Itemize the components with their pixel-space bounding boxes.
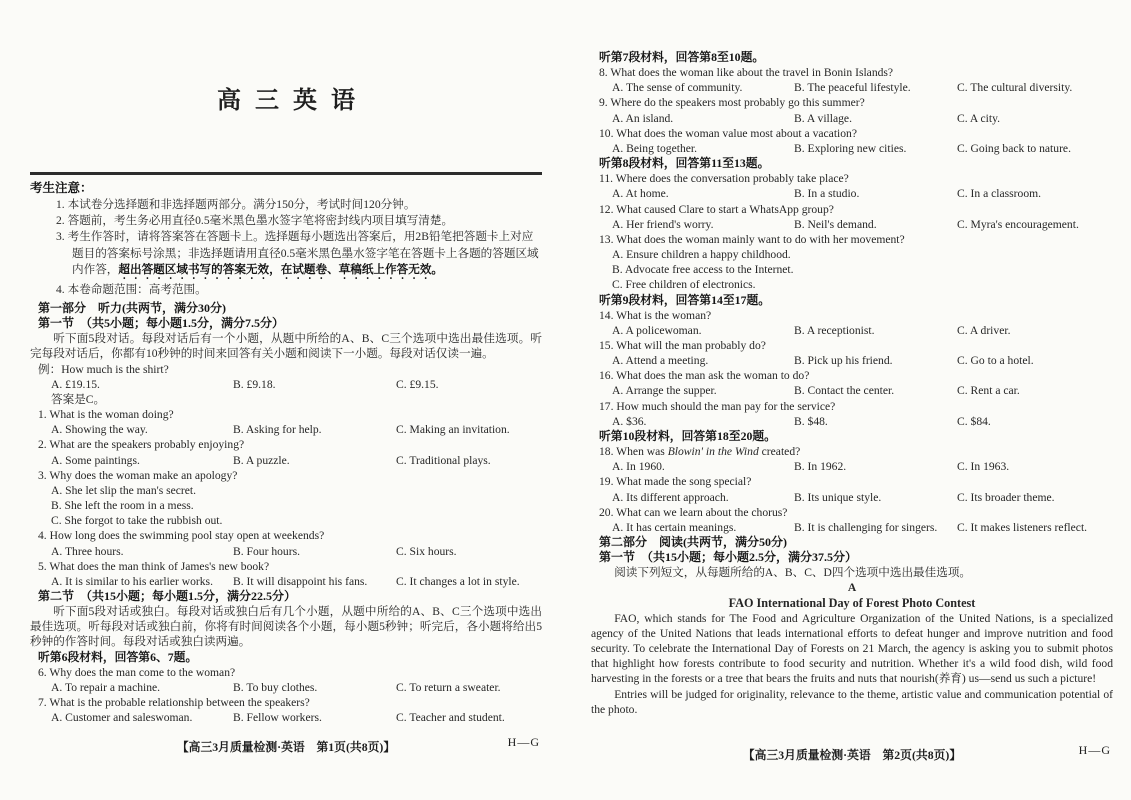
material-10-heading: 听第10段材料，回答第18至20题。 <box>599 428 776 443</box>
question-10-option-c: C. Going back to nature. <box>957 141 1071 155</box>
page-1-footer-text: 【高三3月质量检测·英语 第1页(共8页)】 <box>176 740 396 754</box>
section1-intro: 听下面5段对话。每段对话后有一个小题，从题中所给的A、B、C三个选项中选出最佳选项。听完每段对话后，你都有10秒钟的时间来回答有关小题和阅读下一小题。每段对话仅读一遍。 <box>30 332 542 361</box>
listening-section <box>30 301 542 725</box>
question-12-options <box>591 217 1113 232</box>
notice-item-3 <box>30 229 542 281</box>
page-1-footer <box>30 735 542 755</box>
question-1-option-c: C. Making an invitation. <box>396 423 510 437</box>
question-20-option-c: C. It makes listeners reflect. <box>957 520 1088 534</box>
question-16-option-c: C. Rent a car. <box>957 384 1020 398</box>
example-answer: 答案是C。 <box>51 392 106 406</box>
question-8-option-b: B. The peaceful lifestyle. <box>794 81 911 95</box>
passage-paragraph-2: Entries will be judged for originality, relevance to the theme, artistic value and communication potential of the photo. <box>591 687 1113 716</box>
question-20-option-b: B. It is challenging for singers. <box>794 520 938 534</box>
material-7-heading: 听第7段材料，回答第8至10题。 <box>599 50 765 64</box>
question-7-option-a: A. Customer and saleswoman. <box>51 711 193 725</box>
question-6-option-c: C. To return a sweater. <box>396 680 501 694</box>
reading-section1-intro: 阅读下列短文，从每题所给的A、B、C、D四个选项中选出最佳选项。 <box>614 566 972 580</box>
question-14-option-c: C. A driver. <box>957 323 1011 337</box>
question-10-option-b: B. Exploring new cities. <box>794 141 907 155</box>
question-11-option-b: B. In a studio. <box>794 187 860 201</box>
question-19-options <box>591 490 1113 505</box>
question-18-options <box>591 459 1113 474</box>
question-18-option-c: C. In 1963. <box>957 460 1010 474</box>
example-option-a: A. £19.15. <box>51 377 100 391</box>
question-4-options <box>30 544 542 559</box>
question-7-text: 7. What is the probable relationship between the speakers? <box>38 696 310 710</box>
question-5-text: 5. What does the man think of James's new book? <box>38 559 270 573</box>
section2-intro: 听下面5段对话或独白。每段对话或独白后有几个小题，从题中所给的A、B、C三个选项中选出最佳选项。听每段对话或独白前，你将有时间阅读各个小题，每小题5秒钟；听完后，各小题将给出5秒钟的作答时间。每段对话或独白读两遍。 <box>30 605 542 649</box>
question-1-options <box>30 422 542 437</box>
question-11-option-c: C. In a classroom. <box>957 187 1042 201</box>
question-2-option-a: A. Some paintings. <box>51 453 140 467</box>
page-2-footer-text: 【高三3月质量检测·英语 第2页(共8页)】 <box>742 748 962 762</box>
examinee-notices <box>30 197 542 298</box>
exam-title: 高三英语 <box>217 88 369 114</box>
question-13-option-c: C. Free children of electronics. <box>612 278 756 292</box>
notice-item-3-text: 3. 考生作答时，请将答案答在答题卡上。选择题每小题选出答案后，用2B铅笔把答题卡上对应题目的答案标号涂黑；非选择题请用直径0.5毫米黑色墨水签字笔在答题卡上各题的答题区域内作答， <box>56 230 539 276</box>
question-12-option-b: B. Neil's demand. <box>794 217 877 231</box>
question-2-options <box>30 453 542 468</box>
question-8-option-c: C. The cultural diversity. <box>957 81 1073 95</box>
question-17-options <box>591 414 1113 429</box>
question-4-option-c: C. Six hours. <box>396 544 457 558</box>
section2-heading: 第二节 （共15小题；每小题1.5分，满分22.5分） <box>38 588 297 603</box>
question-6-option-a: A. To repair a machine. <box>51 680 161 694</box>
question-18-option-b: B. In 1962. <box>794 460 847 474</box>
example-question-text: 例：How much is the shirt? <box>38 362 169 376</box>
question-11-option-a: A. At home. <box>612 187 669 201</box>
question-7-option-c: C. Teacher and student. <box>396 711 505 725</box>
question-12-option-a: A. Her friend's worry. <box>612 217 714 231</box>
question-19-text: 19. What made the song special? <box>599 475 752 489</box>
question-1-text: 1. What is the woman doing? <box>38 408 174 422</box>
question-9-option-a: A. An island. <box>612 111 674 125</box>
question-12-text: 12. What caused Clare to start a WhatsApp group? <box>599 202 834 216</box>
question-5-option-a: A. It is similar to his earlier works. <box>51 574 213 588</box>
divider-line <box>30 172 542 175</box>
page-2 <box>591 0 1113 800</box>
question-7-options <box>30 710 542 725</box>
question-15-option-c: C. Go to a hotel. <box>957 354 1034 368</box>
question-10-option-a: A. Being together. <box>612 141 698 155</box>
page-1-footer-code: H—G <box>507 735 540 749</box>
material-9-heading: 听第9段材料，回答第14至17题。 <box>599 292 771 307</box>
material-8-heading: 听第8段材料，回答第11至13题。 <box>599 156 770 171</box>
question-6-option-b: B. To buy clothes. <box>233 680 318 694</box>
question-19-option-c: C. Its broader theme. <box>957 490 1055 504</box>
question-5-option-c: C. It changes a lot in style. <box>396 574 520 588</box>
notice-item-4: 4. 本卷命题范围：高考范围。 <box>56 282 207 296</box>
question-9-options <box>591 111 1113 126</box>
question-5-options <box>30 574 542 589</box>
question-13-options <box>591 247 1113 292</box>
question-4-option-b: B. Four hours. <box>233 544 300 558</box>
question-19-option-b: B. Its unique style. <box>794 490 882 504</box>
question-14-options <box>591 323 1113 338</box>
question-9-text: 9. Where do the speakers most probably go this summer? <box>599 96 865 110</box>
example-option-b: B. £9.18. <box>233 377 276 391</box>
question-14-text: 14. What is the woman? <box>599 308 712 322</box>
notice-item-2: 2. 答题前，考生务必用直径0.5毫米黑色墨水签字笔将密封线内项目填写清楚。 <box>56 214 454 228</box>
question-11-options <box>591 186 1113 201</box>
question-14-option-a: A. A policewoman. <box>612 323 702 337</box>
question-16-text: 16. What does the man ask the woman to do? <box>599 369 810 383</box>
question-19-option-a: A. Its different approach. <box>612 490 729 504</box>
question-8-text: 8. What does the woman like about the travel in Bonin Islands? <box>599 66 894 80</box>
question-10-text: 10. What does the woman value most about a vacation? <box>599 126 857 140</box>
question-16-option-b: B. Contact the center. <box>794 384 895 398</box>
question-3-options <box>30 483 542 528</box>
question-7-option-b: B. Fellow workers. <box>233 711 322 725</box>
question-17-option-b: B. $48. <box>794 414 828 428</box>
question-6-text: 6. Why does the man come to the woman? <box>38 665 236 679</box>
passage-title: FAO International Day of Forest Photo Contest <box>728 595 976 610</box>
question-3-option-a: A. She let slip the man's secret. <box>51 483 197 497</box>
page-2-footer-code: H—G <box>1078 743 1111 757</box>
question-2-text: 2. What are the speakers probably enjoying? <box>38 438 245 452</box>
question-16-option-a: A. Arrange the supper. <box>612 384 717 398</box>
question-20-options <box>591 520 1113 535</box>
question-18-text-post: created? <box>758 445 801 459</box>
part2-heading: 第二部分 阅读(共两节，满分50分) <box>599 535 787 549</box>
question-20-text: 20. What can we learn about the chorus? <box>599 505 788 519</box>
question-13-text: 13. What does the woman mainly want to do with her movement? <box>599 232 905 246</box>
page-2-content <box>591 0 1113 717</box>
question-3-option-c: C. She forgot to take the rubbish out. <box>51 514 223 528</box>
question-18-song-title: Blowin' in the Wind <box>667 445 759 459</box>
question-12-option-c: C. Myra's encouragement. <box>957 217 1079 231</box>
example-option-c: C. £9.15. <box>396 377 439 391</box>
question-18-option-a: A. In 1960. <box>612 460 665 474</box>
question-10-options <box>591 141 1113 156</box>
question-8-option-a: A. The sense of community. <box>612 81 743 95</box>
question-13-option-a: A. Ensure children a happy childhood. <box>612 248 791 262</box>
question-18-text <box>591 444 1113 459</box>
passage-label: A <box>847 581 857 595</box>
question-15-option-b: B. Pick up his friend. <box>794 354 893 368</box>
section1-heading: 第一节 （共5小题；每小题1.5分，满分7.5分） <box>38 316 285 331</box>
passage-paragraph-1: FAO, which stands for The Food and Agriculture Organization of the United Nations, is a specialized agency of the United Nations that leads international efforts to defeat hunger and improve nutrition and food security. To celebrate the International Day of Forests on 21 March, the agency is asking you to submit photos that highlight how forests contribute to food security and nutrition. Whether it's a wild food dish, wild food harvesting in the forests or a tree that bears the fruits and nuts that nourish(养育) us—send us such a picture! <box>591 611 1113 686</box>
question-4-text: 4. How long does the swimming pool stay open at weekends? <box>38 529 325 543</box>
question-15-text: 15. What will the man probably do? <box>599 338 766 352</box>
notice-item-3-emphasis: 超出答题区域书写的答案无效，在试题卷、草稿纸上作答无效。 <box>118 262 444 276</box>
question-9-option-b: B. A village. <box>794 111 852 125</box>
question-3-option-b: B. She left the room in a mess. <box>51 499 194 513</box>
question-13-option-b: B. Advocate free access to the Internet. <box>612 263 794 277</box>
question-18-text-pre: 18. When was <box>599 445 668 459</box>
part1-heading: 第一部分 听力(共两节，满分30分) <box>38 301 226 316</box>
question-15-option-a: A. Attend a meeting. <box>612 354 709 368</box>
question-17-option-a: A. $36. <box>612 414 647 428</box>
question-20-option-a: A. It has certain meanings. <box>612 520 737 534</box>
question-1-option-a: A. Showing the way. <box>51 423 148 437</box>
material-6-heading: 听第6段材料，回答第6、7题。 <box>38 649 198 664</box>
example-options <box>30 377 542 392</box>
question-5-option-b: B. It will disappoint his fans. <box>233 574 368 588</box>
question-1-option-b: B. Asking for help. <box>233 423 322 437</box>
question-6-options <box>30 680 542 695</box>
notice-item-1: 1. 本试卷分选择题和非选择题两部分。满分150分，考试时间120分钟。 <box>56 198 416 211</box>
question-3-text: 3. Why does the woman make an apology? <box>38 468 238 482</box>
question-17-option-c: C. $84. <box>957 414 991 428</box>
question-15-options <box>591 353 1113 368</box>
question-16-options <box>591 383 1113 398</box>
page-2-footer <box>591 743 1113 763</box>
page-1 <box>30 0 542 800</box>
question-17-text: 17. How much should the man pay for the service? <box>599 399 836 413</box>
notice-header: 考生注意： <box>30 181 93 195</box>
question-8-options <box>591 80 1113 95</box>
reading-section1-heading: 第一节 （共15小题；每小题2.5分，满分37.5分） <box>599 550 858 565</box>
question-2-option-b: B. A puzzle. <box>233 453 290 467</box>
question-4-option-a: A. Three hours. <box>51 544 124 558</box>
question-11-text: 11. Where does the conversation probably take place? <box>599 172 849 186</box>
question-14-option-b: B. A receptionist. <box>794 323 875 337</box>
question-9-option-c: C. A city. <box>957 111 1001 125</box>
question-2-option-c: C. Traditional plays. <box>396 453 491 467</box>
